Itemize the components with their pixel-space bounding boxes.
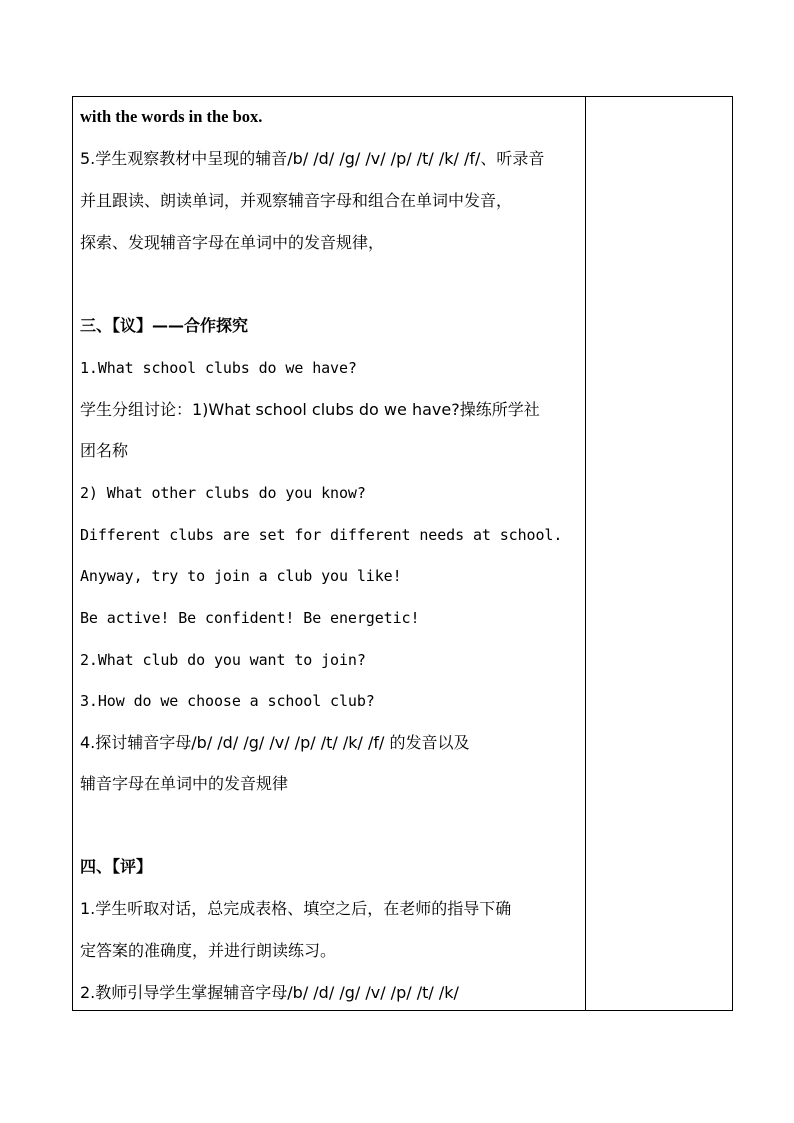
text-line-18: 1.学生听取对话，总完成表格、填空之后，在老师的指导下确: [80, 899, 512, 918]
text-line-15: 4.探讨辅音字母/b/ /d/ /g/ /v/ /p/ /t/ /k/ /f/ 的发音以及: [80, 733, 470, 752]
text-line-11: Anyway, try to join a club you like!: [80, 567, 402, 585]
text-line-6: 1.What school clubs do we have?: [80, 359, 357, 377]
text-line-2: 5.学生观察教材中呈现的辅音/b/ /d/ /g/ /v/ /p/ /t/ /k/ /f/、听录音: [80, 149, 545, 168]
text-line-3: 并且跟读、朗读单词，并观察辅音字母和组合在单词中发音，: [80, 191, 513, 210]
text-line-10: Different clubs are set for different needs at school.: [80, 526, 563, 544]
text-line-16: 辅音字母在单词中的发音规律: [80, 774, 289, 793]
text-line-9: 2) What other clubs do you know?: [80, 484, 366, 502]
text-line-1: with the words in the box.: [80, 107, 263, 126]
section-heading-evaluate: 四、【评】: [80, 857, 153, 876]
text-line-7: 学生分组讨论：1)What school clubs do we have?操练所学社: [80, 400, 540, 419]
text-line-20: 2.教师引导学生掌握辅音字母/b/ /d/ /g/ /v/ /p/ /t/ /k/: [80, 983, 459, 1002]
lesson-plan-table: [72, 96, 733, 1011]
text-line-8: 团名称: [80, 441, 129, 460]
text-line-12: Be active! Be confident! Be energetic!: [80, 609, 420, 627]
notes-cell: [586, 97, 732, 1010]
text-line-19: 定答案的准确度，并进行朗读练习。: [80, 941, 337, 960]
text-line-13: 2.What club do you want to join?: [80, 651, 366, 669]
text-line-14: 3.How do we choose a school club?: [80, 692, 375, 710]
text-line-4: 探索、发现辅音字母在单词中的发音规律，: [80, 233, 385, 252]
section-heading-discuss: 三、【议】——合作探究: [80, 316, 249, 335]
content-cell: [80, 97, 580, 1010]
